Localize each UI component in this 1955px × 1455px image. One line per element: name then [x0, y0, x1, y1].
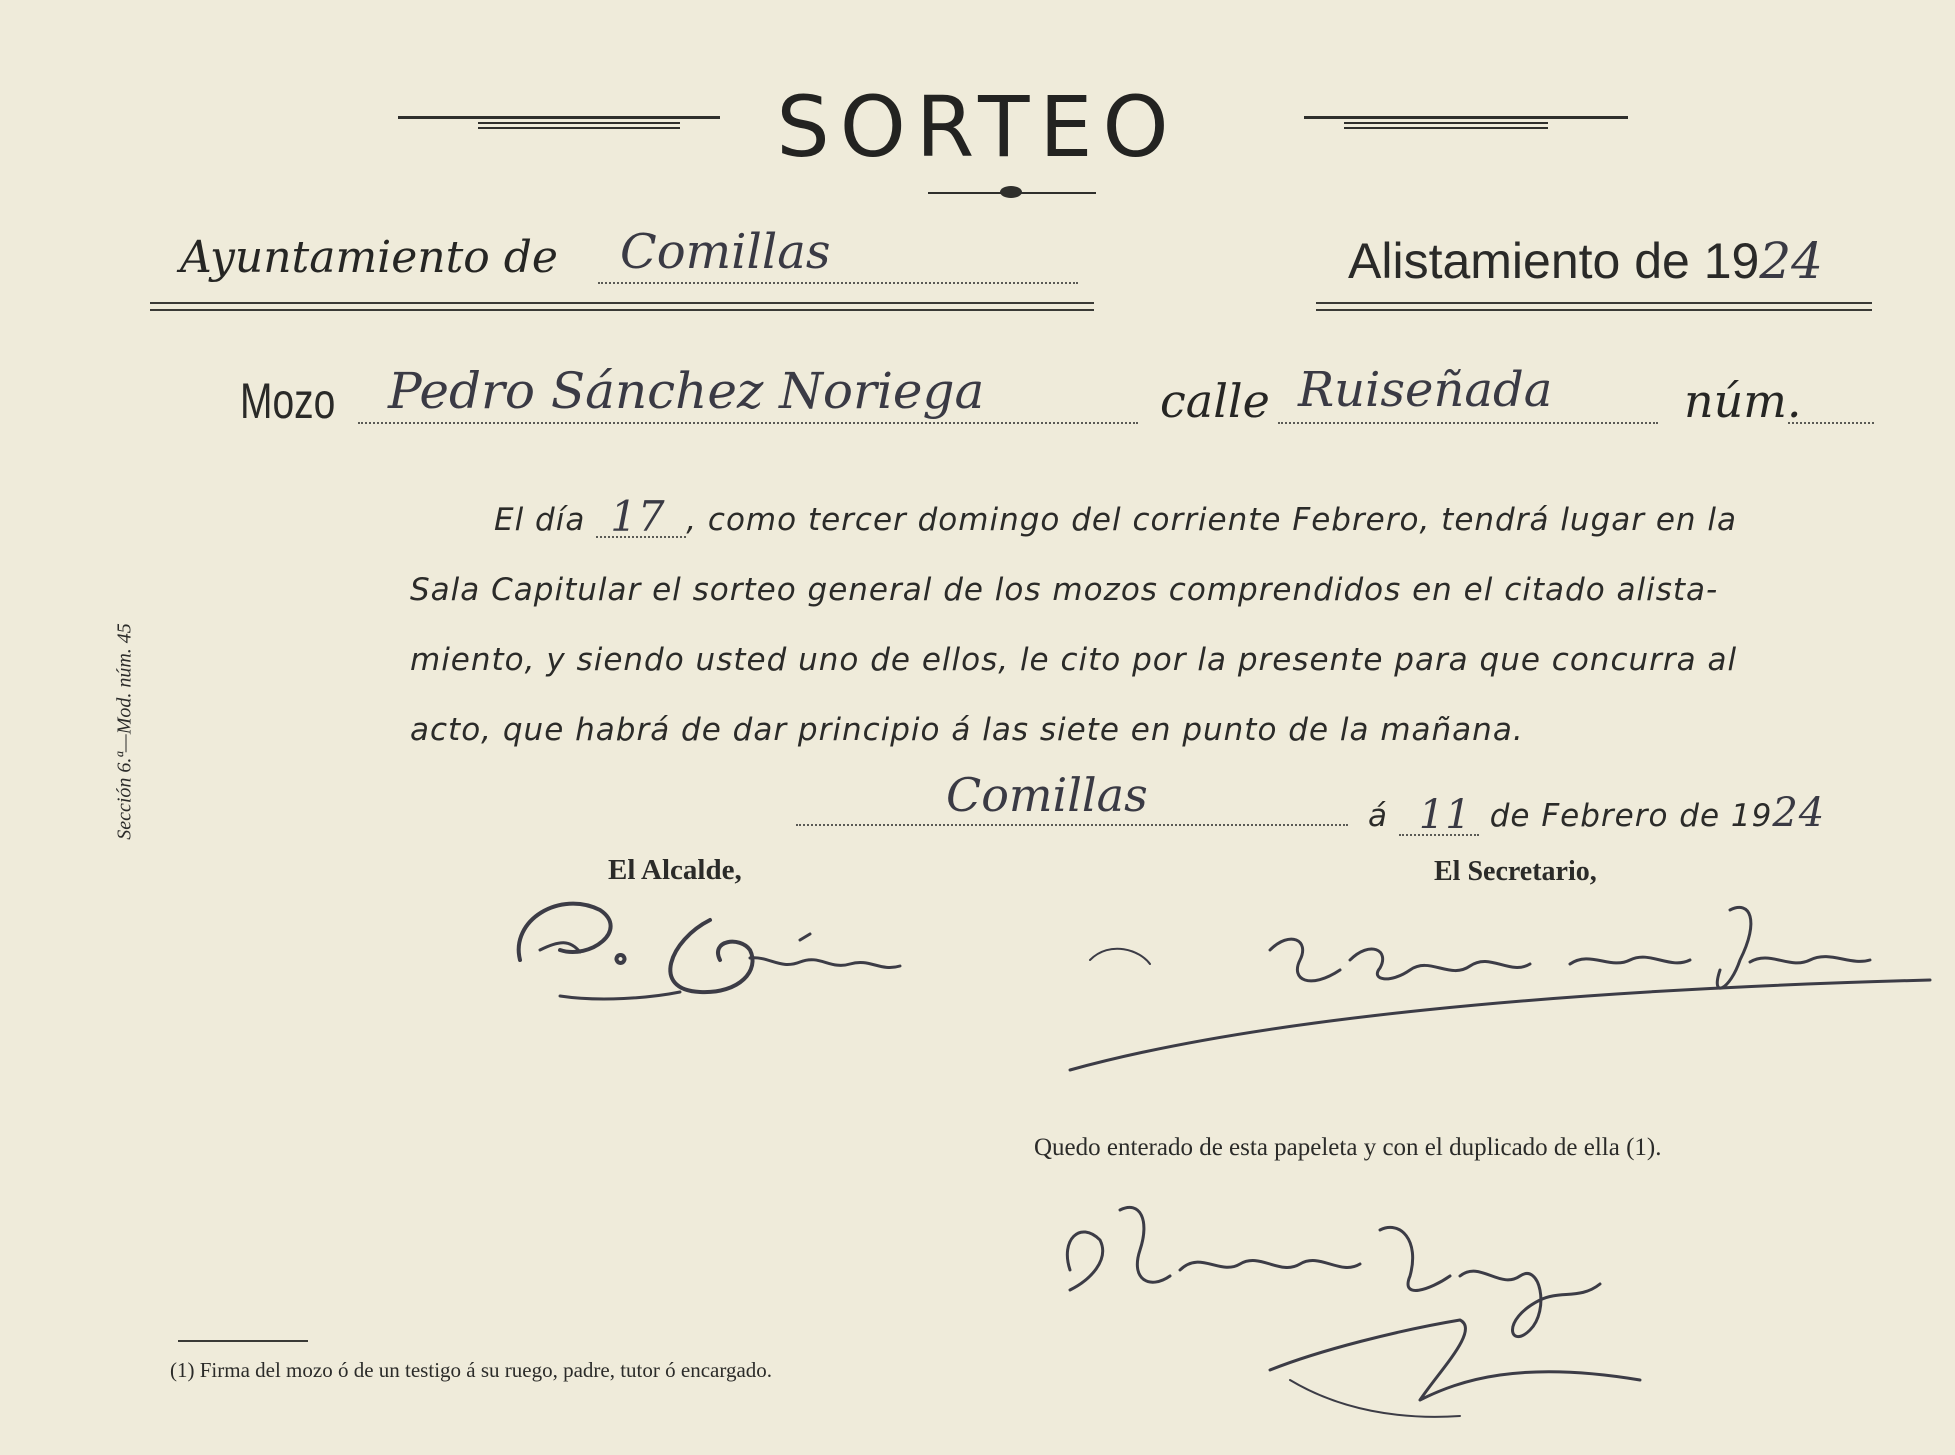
mozo-signature [1040, 1180, 1760, 1440]
alistamiento-rule [1316, 302, 1872, 312]
date-day-handwriting: 11 [1418, 792, 1472, 838]
ayuntamiento-handwriting: Comillas [620, 224, 831, 280]
ayuntamiento-label: Ayuntamiento de [180, 232, 558, 283]
document-title: SORTEO [776, 78, 1179, 176]
alcalde-label: El Alcalde, [608, 854, 742, 886]
alistamiento-year-handwriting: 24 [1759, 232, 1823, 290]
mozo-handwriting: Pedro Sánchez Noriega [388, 362, 985, 420]
side-note: Sección 6.ª—Mod. núm. 45 [113, 623, 136, 840]
paragraph-line-1: El día 17 , como tercer domingo del corriente Febrero, tendrá lugar en la [494, 492, 1738, 541]
ayuntamiento-field [598, 224, 1078, 284]
title-rule-right [1304, 116, 1628, 130]
mozo-field [358, 362, 1138, 424]
paragraph-line-3: miento, y siendo usted uno de ellos, le cito por la presente para que concurra al [410, 642, 1738, 678]
calle-field [1278, 362, 1658, 424]
title-ornament [928, 186, 1096, 200]
calle-label: calle [1160, 374, 1270, 428]
secretario-label: El Secretario, [1434, 856, 1597, 887]
calle-handwriting: Ruiseñada [1298, 362, 1553, 418]
dia-field [596, 492, 686, 541]
date-year-handwriting: 24 [1772, 790, 1826, 836]
paragraph-line-2: Sala Capitular el sorteo general de los mozos comprendidos en el citado alista- [410, 572, 1719, 608]
dia-handwriting: 17 [610, 492, 666, 541]
date-day-field [1399, 792, 1479, 838]
ayuntamiento-rule [150, 302, 1094, 312]
footnote-text: (1) Firma del mozo ó de un testigo á su ruego, padre, tutor ó encargado. [170, 1358, 773, 1382]
date-line: á 11 de Febrero de 1924 [1368, 790, 1826, 838]
secretario-signature [1050, 880, 1955, 1080]
place-handwriting: Comillas [946, 768, 1148, 822]
num-label: núm. [1684, 374, 1802, 428]
paragraph-line-4: acto, que habrá de dar principio á las siete en punto de la mañana. [410, 712, 1524, 748]
alcalde-signature [500, 880, 1020, 1010]
alistamiento-label: Alistamiento de 1924 [1348, 232, 1823, 290]
place-field [796, 768, 1348, 826]
quedo-enterado-text: Quedo enterado de esta papeleta y con el duplicado de ella (1). [1034, 1134, 1662, 1161]
num-field [1788, 378, 1874, 424]
mozo-label: Mozo [240, 373, 336, 429]
footnote-rule [178, 1340, 308, 1342]
